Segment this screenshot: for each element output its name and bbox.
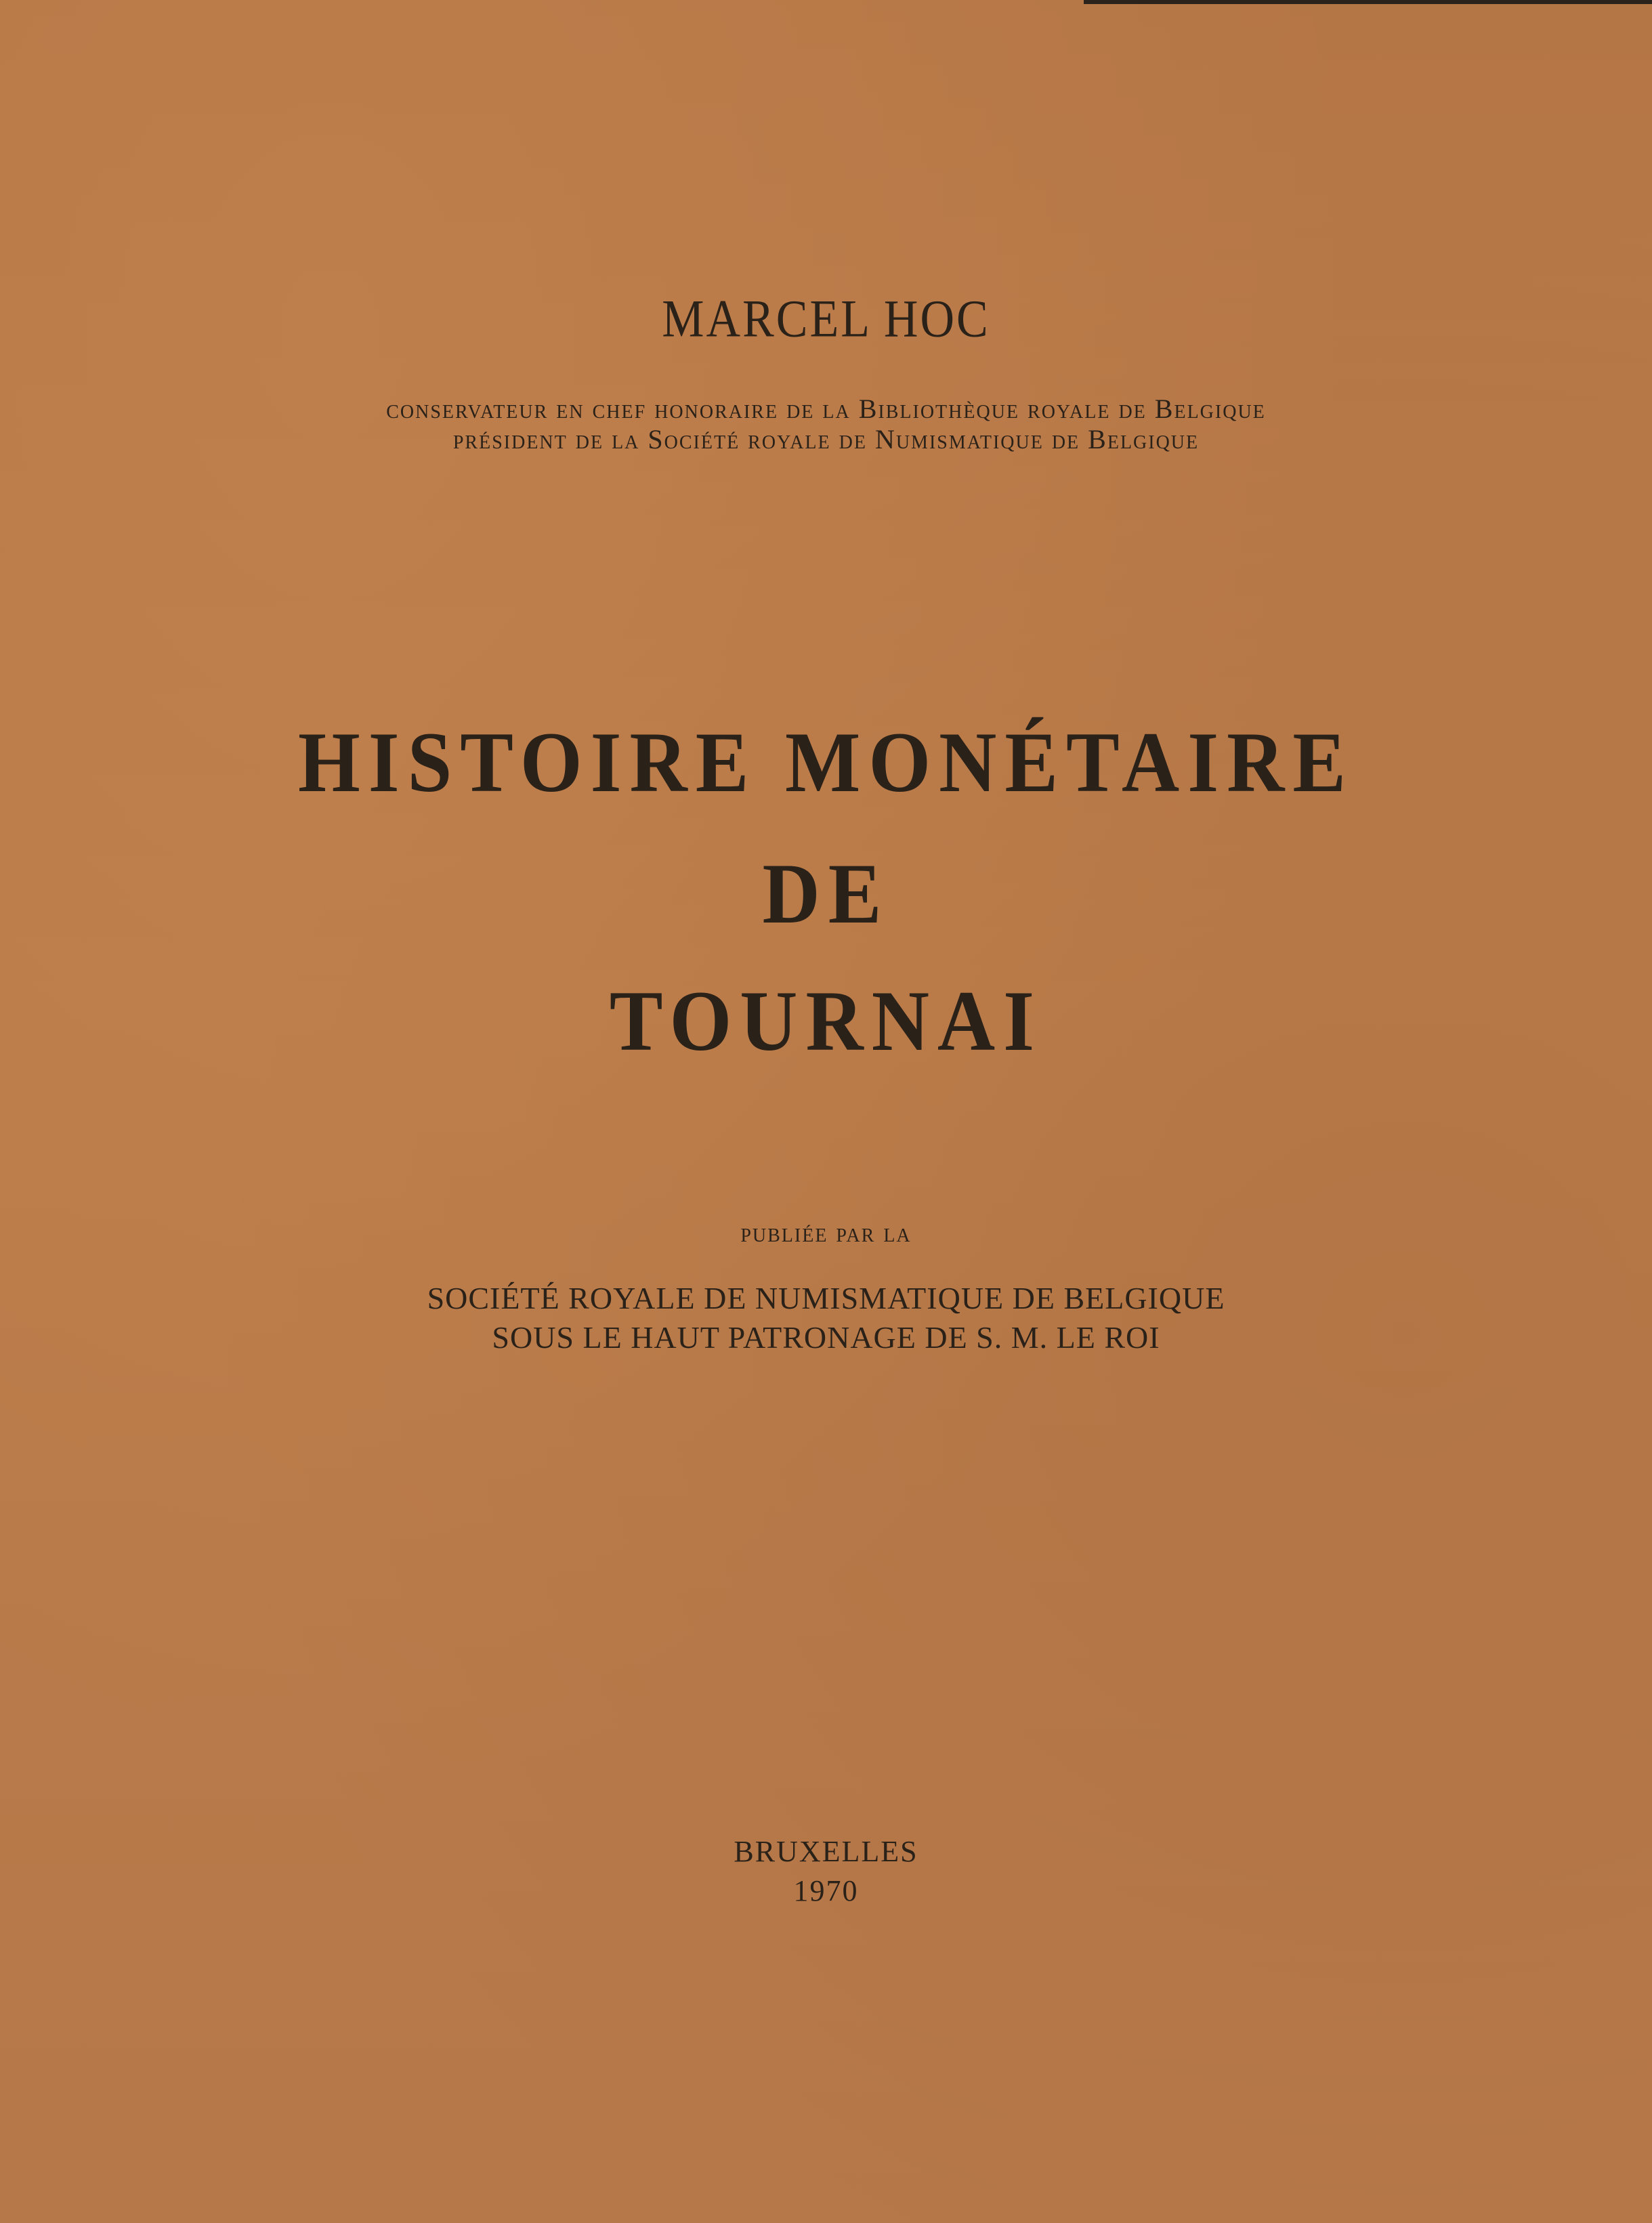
top-edge-shadow — [1084, 0, 1652, 4]
publisher-line-1: SOCIÉTÉ ROYALE DE NUMISMATIQUE DE BELGIQUE — [427, 1281, 1225, 1315]
publication-year: 1970 — [793, 1874, 859, 1907]
title-line-3: TOURNAI — [609, 973, 1043, 1070]
publication-intro: publiée par la — [740, 1217, 912, 1248]
author-affiliation-1: conservateur en chef honoraire de la Bibliothèque royale de Belgique — [386, 394, 1266, 424]
author-affiliation-2: président de la Société royale de Numismatique de Belgique — [452, 424, 1200, 454]
publisher-line-2: SOUS LE HAUT PATRONAGE DE S. M. LE ROI — [492, 1320, 1160, 1355]
title-line-1: HISTOIRE MONÉTAIRE — [297, 714, 1355, 811]
author-name: MARCEL HOC — [662, 290, 990, 349]
title-line-2: DE — [762, 845, 890, 942]
publication-city: BRUXELLES — [734, 1835, 918, 1868]
